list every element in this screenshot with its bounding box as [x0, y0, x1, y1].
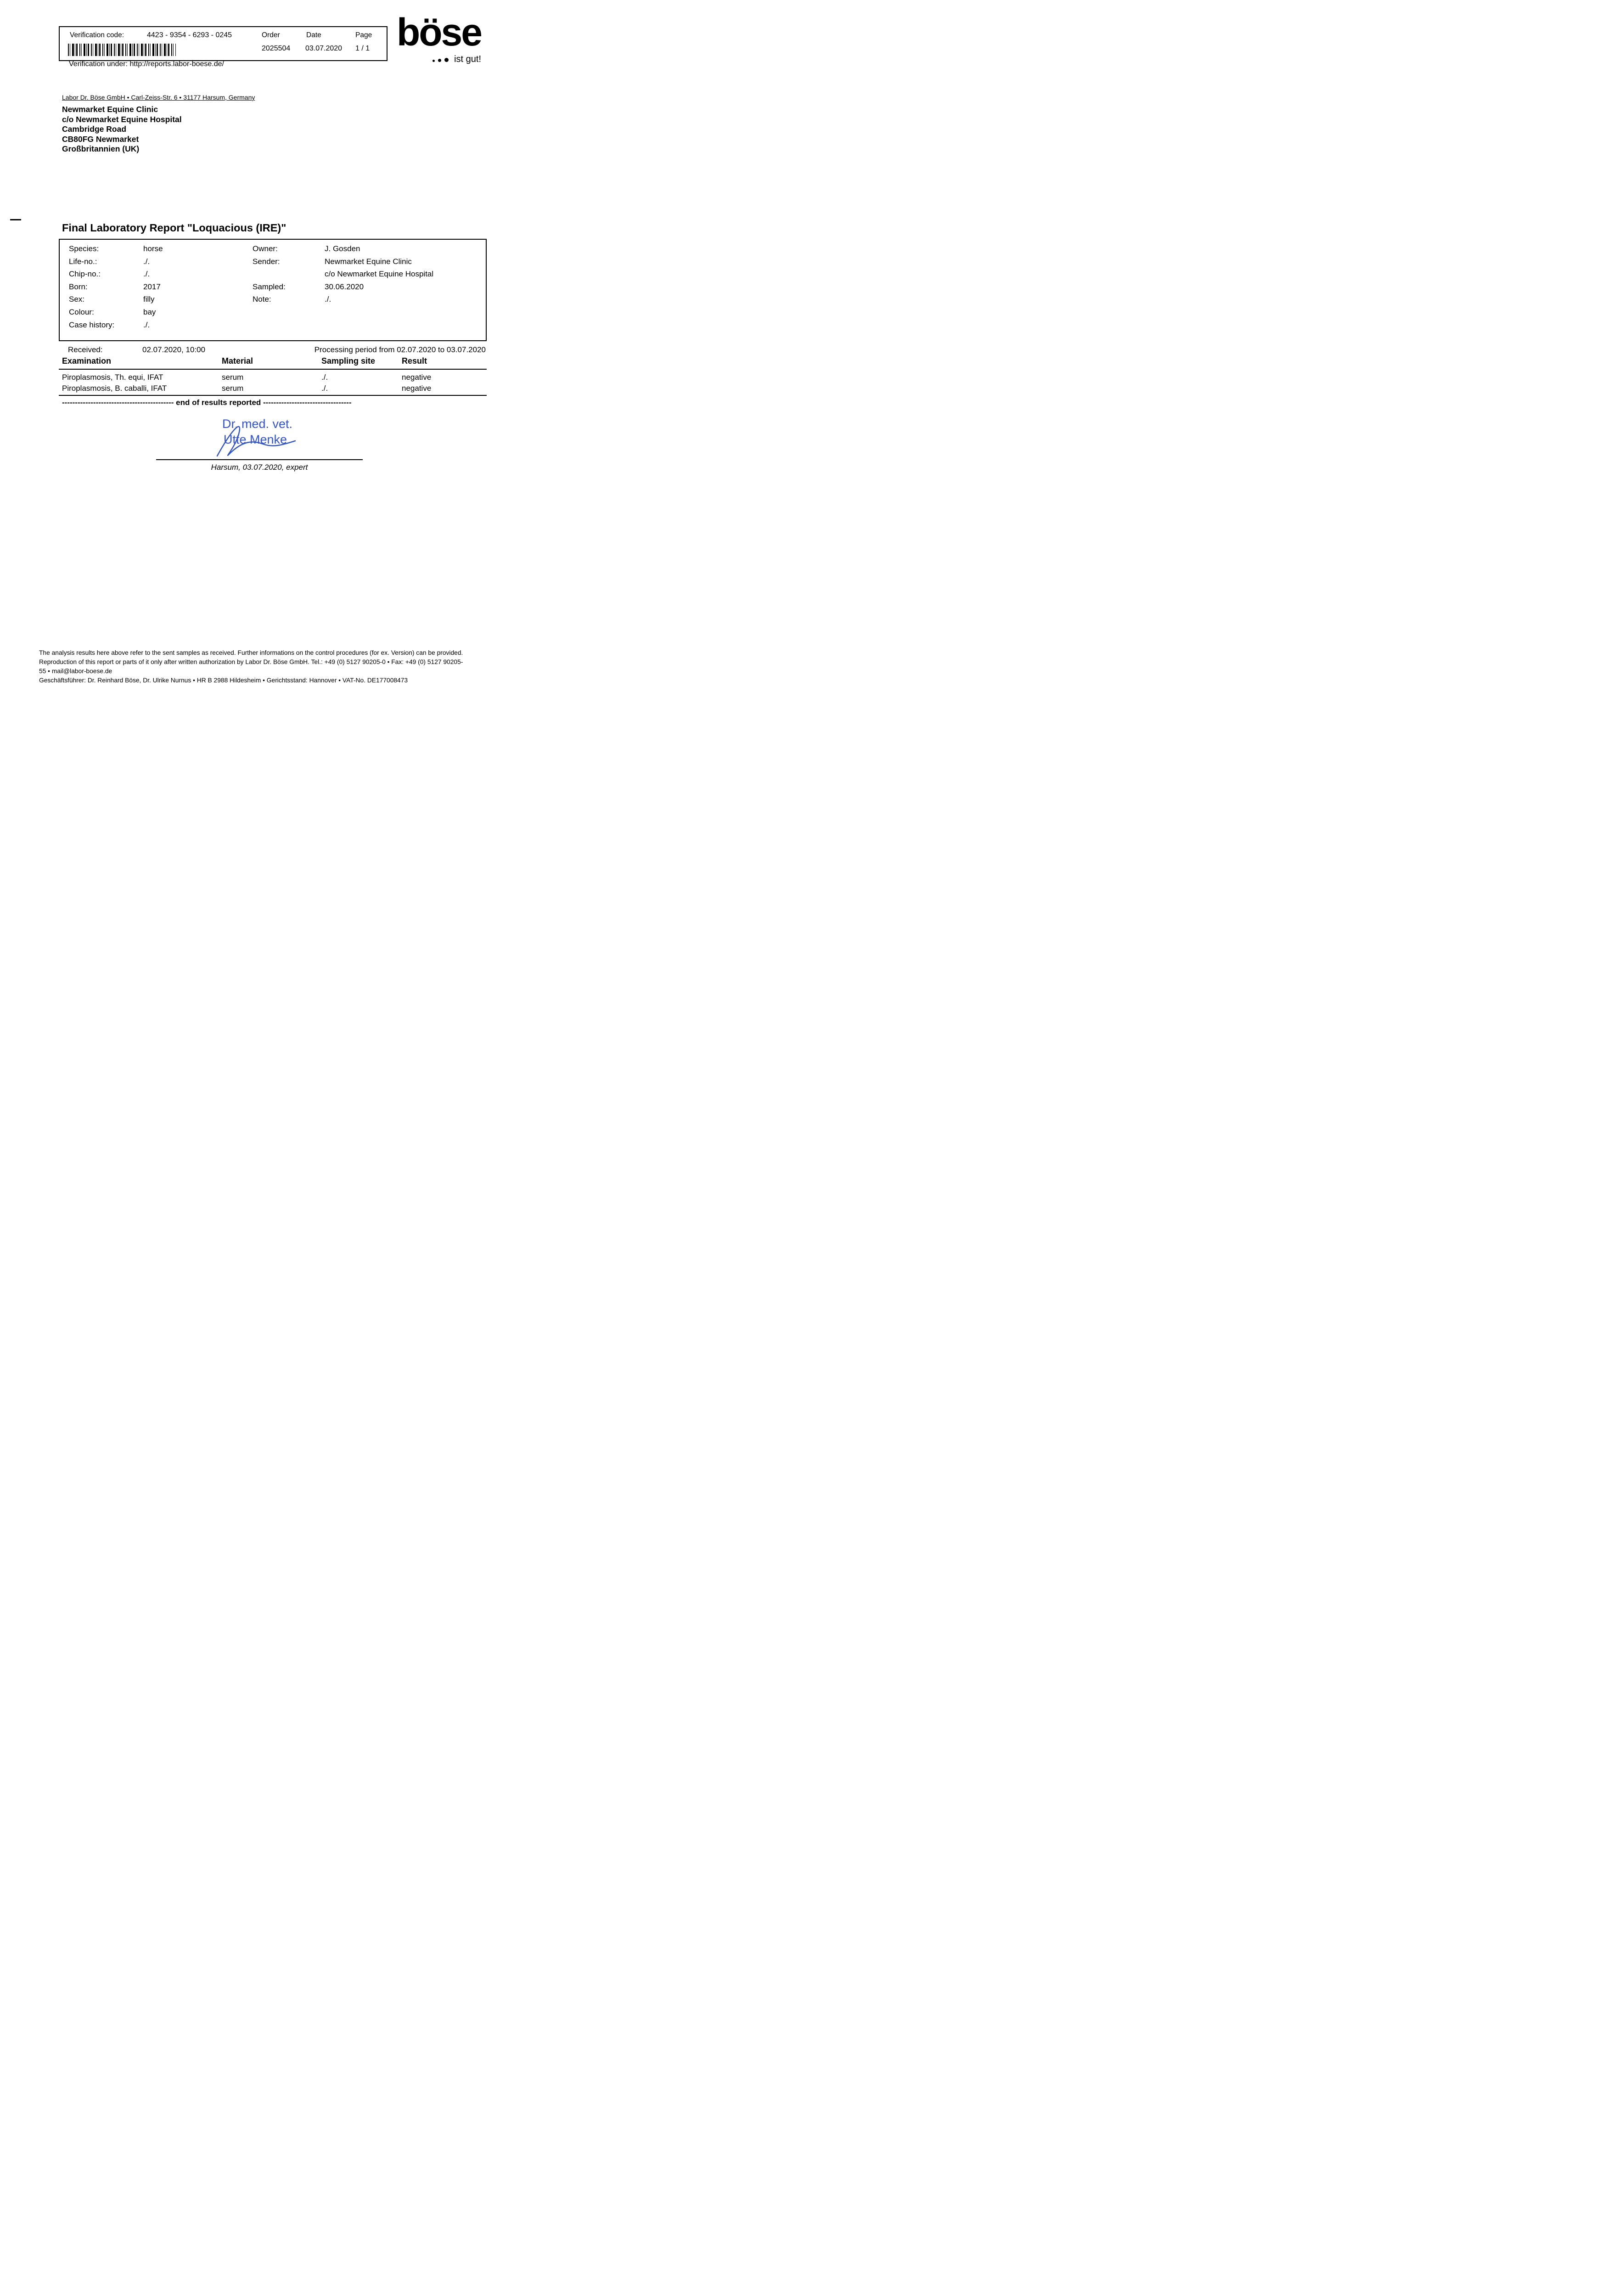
animal-info-box	[59, 239, 487, 341]
info-value: ./.	[143, 270, 150, 279]
signature-title: Dr. med. vet.	[222, 417, 293, 431]
sampling-site-cell: ./.	[321, 373, 328, 382]
info-label: Note:	[253, 295, 271, 304]
end-of-results-line: ------------------------------------------- end of results reported ----------------------------------	[62, 398, 352, 407]
info-value: 2017	[143, 282, 161, 291]
logo-wordmark: böse	[396, 11, 481, 54]
results-table-header	[0, 356, 505, 367]
info-value: filly	[143, 295, 155, 304]
info-value: ./.	[325, 295, 331, 304]
recipient-line: Großbritannien (UK)	[62, 144, 140, 153]
material-cell: serum	[222, 384, 244, 393]
barcode-icon	[68, 44, 176, 56]
signature-place-date: Harsum, 03.07.2020, expert	[211, 463, 308, 472]
recipient-line: c/o Newmarket Equine Hospital	[62, 114, 182, 124]
processing-period: Processing period from 02.07.2020 to 03.07.2020	[314, 345, 486, 354]
examination-cell: Piroplasmosis, B. caballi, IFAT	[62, 384, 167, 393]
date-label: Date	[306, 31, 321, 39]
order-label: Order	[262, 31, 280, 39]
result-row	[0, 373, 505, 384]
recipient-line: Cambridge Road	[62, 124, 127, 134]
footer-line: Reproduction of this report or parts of it only after written authorization by Labor Dr. Böse GmbH. Tel.: +49 (0) 5127 90205-0 • Fax: +49 (0) 5127 90205-	[39, 658, 463, 665]
info-label: Chip-no.:	[69, 270, 101, 279]
info-value: ./.	[143, 257, 150, 266]
logo-dot-icon	[438, 59, 441, 62]
info-value: Newmarket Equine Clinic	[325, 257, 412, 266]
info-label: Born:	[69, 282, 88, 291]
order-value: 2025504	[262, 45, 291, 52]
column-header-examination: Examination	[62, 356, 112, 366]
logo-dot-icon	[444, 58, 449, 62]
recipient-address-block	[62, 105, 182, 154]
footer-line: The analysis results here above refer to the sent samples as received. Further informations on the control procedures (for ex. Version) can be provided.	[39, 649, 463, 656]
signature-name: Utte Menke	[224, 433, 287, 446]
page-value: 1 / 1	[355, 45, 370, 52]
footer-line: Geschäftsführer: Dr. Reinhard Böse, Dr. Ulrike Nurnus • HR B 2988 Hildesheim • Gerichtsstand: Hannover • VAT-No. DE177008473	[39, 677, 408, 684]
examination-cell: Piroplasmosis, Th. equi, IFAT	[62, 373, 163, 382]
fold-mark	[10, 219, 21, 220]
footer-line: 55 • mail@labor-boese.de	[39, 668, 112, 675]
verification-code-value: 4423 - 9354 - 6293 - 0245	[147, 31, 232, 39]
info-value: c/o Newmarket Equine Hospital	[325, 270, 434, 279]
column-header-sampling-site: Sampling site	[321, 356, 376, 366]
info-label: Species:	[69, 244, 99, 253]
result-cell: negative	[402, 384, 432, 393]
info-label: Colour:	[69, 307, 94, 316]
logo-tagline-text: ist gut!	[454, 54, 481, 64]
column-header-result: Result	[402, 356, 427, 366]
sender-address-line: Labor Dr. Böse GmbH • Carl-Zeiss-Str. 6 • 31177 Harsum, Germany	[62, 94, 255, 101]
info-label: Sex:	[69, 295, 85, 304]
info-row	[60, 295, 486, 308]
result-cell: negative	[402, 373, 432, 382]
info-row	[60, 282, 486, 295]
info-value: 30.06.2020	[325, 282, 364, 291]
logo-tagline	[397, 54, 481, 65]
sampling-site-cell: ./.	[321, 384, 328, 393]
info-row	[60, 321, 486, 333]
info-label: Life-no.:	[69, 257, 97, 266]
info-label: Owner:	[253, 244, 278, 253]
info-value: ./.	[143, 320, 150, 329]
footer-block	[39, 648, 468, 685]
company-logo	[397, 13, 481, 65]
verification-code-label: Verification code:	[70, 31, 124, 39]
info-row	[60, 270, 486, 282]
info-label: Sender:	[253, 257, 280, 266]
column-header-material: Material	[222, 356, 253, 366]
received-value: 02.07.2020, 10:00	[142, 345, 206, 354]
table-bottom-rule	[59, 395, 487, 396]
info-value: horse	[143, 244, 163, 253]
received-label: Received:	[68, 345, 103, 354]
info-row	[60, 244, 486, 257]
verification-url-text: Verification under: http://reports.labor-boese.de/	[69, 60, 224, 68]
report-title: Final Laboratory Report "Loquacious (IRE)"	[62, 222, 286, 234]
date-value: 03.07.2020	[305, 45, 343, 52]
signature-rule	[156, 459, 363, 460]
result-row	[0, 384, 505, 395]
recipient-line: CB80FG Newmarket	[62, 134, 139, 144]
page-label: Page	[355, 31, 372, 39]
info-label: Sampled:	[253, 282, 286, 291]
info-value: J. Gosden	[325, 244, 360, 253]
logo-dot-icon	[432, 60, 435, 62]
material-cell: serum	[222, 373, 244, 382]
signature-scribble-icon	[209, 416, 314, 464]
info-label: Case history:	[69, 320, 115, 329]
recipient-line: Newmarket Equine Clinic	[62, 105, 158, 114]
lab-report-page	[0, 0, 505, 715]
verification-box	[59, 26, 387, 61]
info-row	[60, 308, 486, 321]
table-header-rule	[59, 369, 487, 370]
info-value: bay	[143, 307, 156, 316]
info-row	[60, 257, 486, 270]
